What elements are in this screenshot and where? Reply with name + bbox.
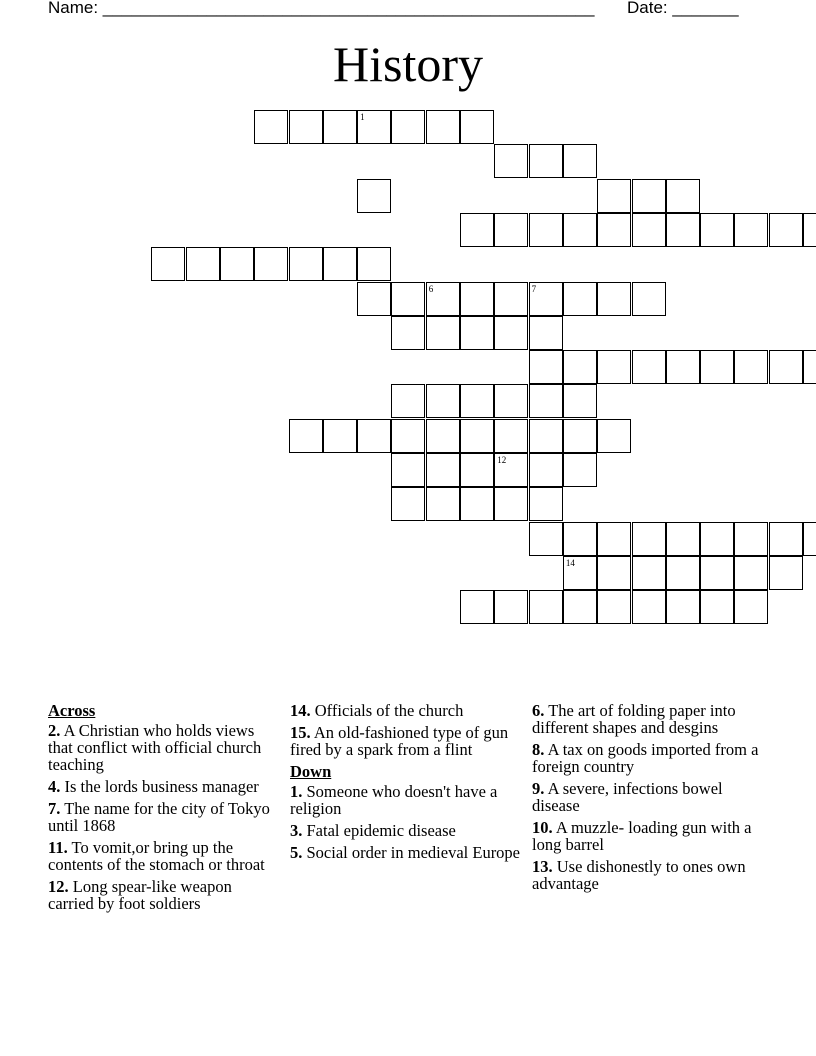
grid-cell[interactable] [632,590,666,624]
grid-cell[interactable] [460,590,494,624]
grid-cell[interactable] [426,487,460,521]
grid-cell[interactable] [700,556,734,590]
clue-text: Use dishonestly to ones own advantage [532,857,746,893]
clue-label-number: 9. [532,779,545,798]
grid-cell[interactable] [357,419,391,453]
clue [290,724,526,758]
clue-text: A Christian who holds views that conflict with official church teaching [48,721,262,774]
grid-cell[interactable] [563,282,597,316]
page-title: History [333,36,483,92]
grid-cell[interactable] [803,522,816,556]
clue-label-number: 8. [532,740,545,759]
clue-number: 6 [428,283,434,294]
grid-cell[interactable] [529,144,563,178]
down-clue-list-continued [532,702,760,892]
grid-cell[interactable] [426,110,460,144]
grid-cell[interactable] [494,144,528,178]
clue [290,702,526,719]
grid-cell[interactable] [151,247,185,281]
grid-cell[interactable] [220,247,254,281]
clue [532,780,760,814]
grid-cell[interactable] [597,590,631,624]
grid-cell[interactable] [460,453,494,487]
down-heading: Down [290,762,332,781]
clue [48,878,280,912]
clue-text: To vomit,or bring up the contents of the stomach or throat [48,838,265,874]
grid-cell[interactable] [769,213,803,247]
grid-cell[interactable] [391,384,425,418]
grid-cell[interactable] [494,590,528,624]
clue-text: The name for the city of Tokyo until 1868 [48,799,270,835]
clue [48,839,280,873]
grid-cell[interactable] [597,179,631,213]
grid-cell[interactable] [529,590,563,624]
grid-cell[interactable] [357,179,391,213]
grid-cell[interactable] [323,419,357,453]
clue-label-number: 1. [290,782,303,801]
grid-cell[interactable] [254,110,288,144]
clue-label-number: 4. [48,777,61,796]
grid-cell[interactable] [460,419,494,453]
grid-cell[interactable] [391,282,425,316]
grid-cell[interactable] [734,213,768,247]
grid-cell[interactable] [460,110,494,144]
grid-cell[interactable] [426,282,460,316]
grid-cell[interactable] [803,350,816,384]
clue [48,778,280,795]
grid-cell[interactable] [734,522,768,556]
grid-cell[interactable] [494,453,528,487]
across-clue-list-continued [290,702,526,758]
grid-cell[interactable] [597,556,631,590]
grid-cell[interactable] [529,282,563,316]
grid-cell[interactable] [460,282,494,316]
grid-cell[interactable] [632,556,666,590]
grid-cell[interactable] [323,247,357,281]
clue [532,702,760,736]
grid-cell[interactable] [632,213,666,247]
grid-cell[interactable] [460,316,494,350]
grid-cell[interactable] [426,453,460,487]
grid-cell[interactable] [529,350,563,384]
clue-text: Fatal epidemic disease [302,821,456,840]
clue-text: An old-fashioned type of gun fired by a spark from a flint [290,723,509,759]
grid-cell[interactable] [289,247,323,281]
down-clue-list [290,783,526,861]
grid-cell[interactable] [529,384,563,418]
clue-text: Someone who doesn't have a religion [290,782,498,818]
clue-column-3 [532,702,760,897]
grid-cell[interactable] [563,556,597,590]
clue-label-number: 12. [48,877,69,896]
grid-cell[interactable] [563,590,597,624]
grid-cell[interactable] [186,247,220,281]
clue-text: The art of folding paper into different shapes and desgins [532,701,736,737]
clue-label-number: 6. [532,701,545,720]
grid-cell[interactable] [391,453,425,487]
clue-text: A muzzle- loading gun with a long barrel [532,818,752,854]
grid-cell[interactable] [563,213,597,247]
date-field[interactable]: Date: _______ [627,0,739,17]
grid-cell[interactable] [632,350,666,384]
grid-cell[interactable] [529,316,563,350]
grid-cell[interactable] [597,350,631,384]
clue-number: 12 [497,455,507,465]
grid-cell[interactable] [803,213,816,247]
grid-cell[interactable] [494,316,528,350]
grid-cell[interactable] [563,419,597,453]
grid-cell[interactable] [460,213,494,247]
grid-cell[interactable] [769,350,803,384]
grid-cell[interactable] [666,556,700,590]
grid-cell[interactable] [289,110,323,144]
clue-label-number: 13. [532,857,553,876]
grid-cell[interactable] [632,522,666,556]
grid-cell[interactable] [529,453,563,487]
grid-cell[interactable] [769,556,803,590]
grid-cell[interactable] [734,590,768,624]
clue-column-2 [290,702,526,866]
clue-text: Social order in medieval Europe [302,843,521,862]
clue-text: Is the lords business manager [60,777,259,796]
grid-cell[interactable] [426,384,460,418]
grid-cell[interactable] [357,282,391,316]
grid-cell[interactable] [494,213,528,247]
grid-cell[interactable] [700,350,734,384]
clue-text: A severe, infections bowel disease [532,779,723,815]
grid-cell[interactable] [391,487,425,521]
clue-label-number: 7. [48,799,61,818]
clue-label-number: 3. [290,821,303,840]
grid-cell[interactable] [529,487,563,521]
clue [48,722,280,773]
grid-cell[interactable] [700,213,734,247]
clue [290,783,526,817]
grid-cell[interactable] [700,590,734,624]
grid-cell[interactable] [494,384,528,418]
grid-cell[interactable] [666,590,700,624]
grid-cell[interactable] [734,556,768,590]
grid-cell[interactable] [391,316,425,350]
grid-cell[interactable] [254,247,288,281]
across-clue-list [48,722,280,912]
grid-cell[interactable] [563,522,597,556]
grid-cell[interactable] [632,282,666,316]
grid-cell[interactable] [357,247,391,281]
grid-cell[interactable] [700,522,734,556]
grid-cell[interactable] [494,282,528,316]
clue [48,800,280,834]
clue-column-1 [48,702,280,917]
clue-number: 7 [531,283,537,294]
grid-cell[interactable] [597,522,631,556]
clue [290,844,526,861]
clue-number: 14 [565,557,575,568]
clue [532,858,760,892]
name-field[interactable]: Name: ____________________________________________________ [48,0,595,17]
grid-cell[interactable] [666,350,700,384]
clue-label-number: 14. [290,701,311,720]
grid-cell[interactable] [323,110,357,144]
grid-cell[interactable] [563,350,597,384]
clue [532,819,760,853]
grid-cell[interactable] [529,213,563,247]
grid-cell[interactable] [494,487,528,521]
grid-cell[interactable] [289,419,323,453]
clue [290,822,526,839]
grid-cell[interactable] [666,179,700,213]
grid-cell[interactable] [734,350,768,384]
grid-cell[interactable] [597,282,631,316]
across-heading: Across [48,701,96,720]
clue-label-number: 10. [532,818,553,837]
clue-text: Long spear-like weapon carried by foot soldiers [48,877,232,913]
grid-cell[interactable] [460,487,494,521]
clue-label-number: 2. [48,721,61,740]
clue-text: A tax on goods imported from a foreign country [532,740,759,776]
clue-label-number: 15. [290,723,311,742]
grid-cell[interactable] [563,384,597,418]
grid-cell[interactable] [391,110,425,144]
grid-cell[interactable] [666,522,700,556]
grid-cell[interactable] [597,213,631,247]
grid-cell[interactable] [426,316,460,350]
grid-cell[interactable] [391,419,425,453]
grid-cell[interactable] [426,419,460,453]
grid-cell[interactable] [563,144,597,178]
clue-label-number: 11. [48,838,68,857]
grid-cell[interactable] [632,179,666,213]
grid-cell[interactable] [597,419,631,453]
clue-text: Officials of the church [310,701,464,720]
grid-cell[interactable] [563,453,597,487]
clue-label-number: 5. [290,843,303,862]
grid-cell[interactable] [357,110,391,144]
clue-number: 1 [360,112,365,122]
grid-cell[interactable] [494,419,528,453]
grid-cell[interactable] [529,419,563,453]
grid-cell[interactable] [769,522,803,556]
grid-cell[interactable] [666,213,700,247]
grid-cell[interactable] [460,384,494,418]
grid-cell[interactable] [529,522,563,556]
clue [532,741,760,775]
